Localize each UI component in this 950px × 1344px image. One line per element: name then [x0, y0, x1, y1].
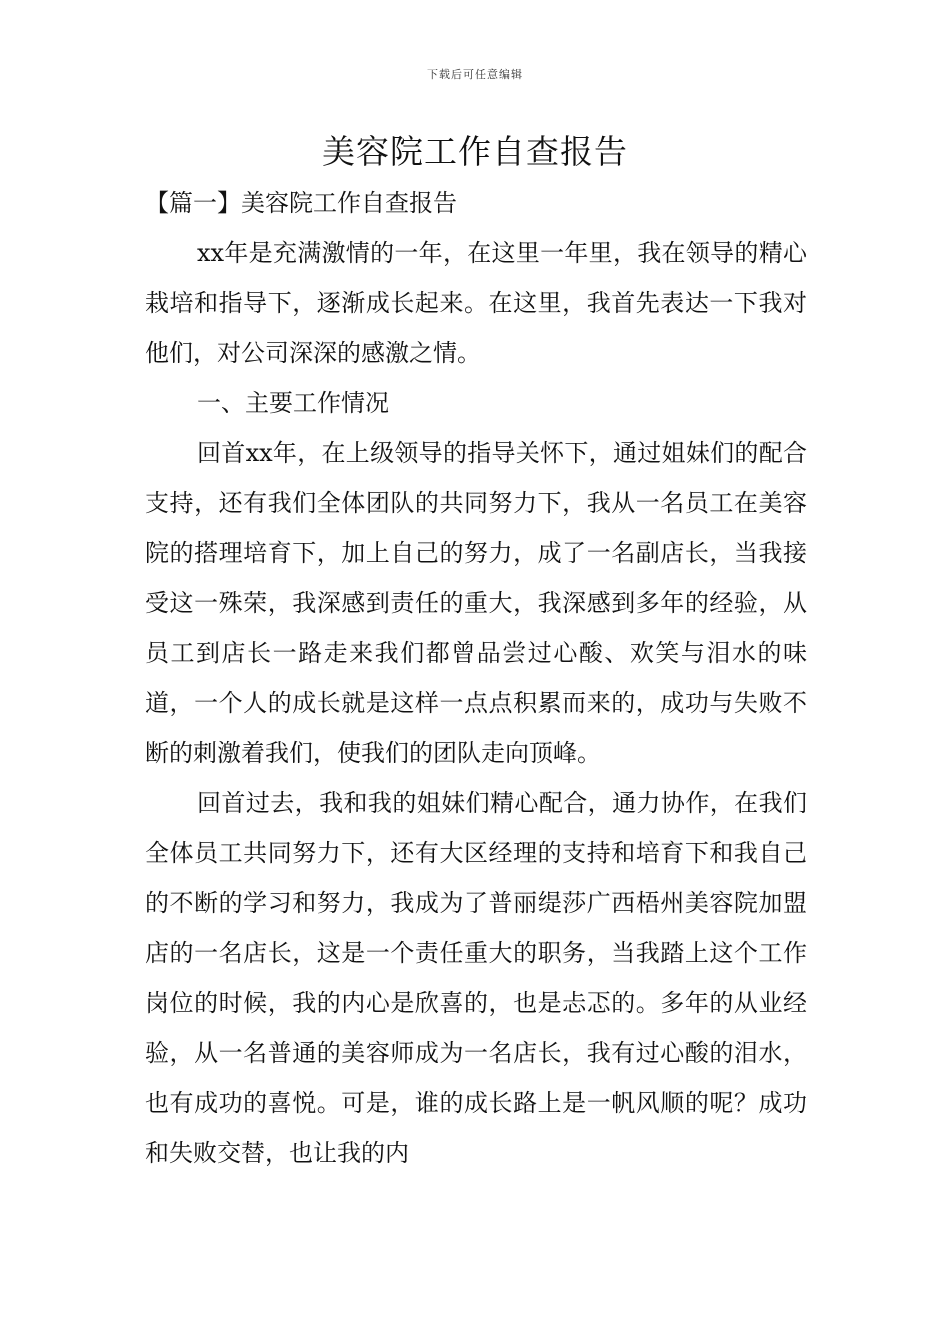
paragraph-intro: xx年是充满激情的一年，在这里一年里，我在领导的精心栽培和指导下，逐渐成长起来。在这里，我首先表达一下我对他们，对公司深深的感激之情。 — [145, 239, 807, 367]
section-label: 【篇一】美容院工作自查报告 — [145, 189, 457, 217]
header-note: 下载后可任意编辑 — [427, 68, 523, 81]
section-heading: 一、主要工作情况 — [197, 389, 389, 417]
paragraph-review: 回首xx年，在上级领导的指导关怀下，通过姐妹们的配合支持，还有我们全体团队的共同努力下，我从一名员工在美容院的搭理培育下，加上自己的努力，成了一名副店长，当我接受这一殊荣，我深感到责任的重大，我深感到多年的经验，从员工到店长一路走来我们都曾品尝过心酸、欢笑与泪水的味道，一个人的成长就是这样一点点积累而来的，成功与失败不断的刺激着我们，使我们的团队走向顶峰。 — [145, 439, 807, 767]
paragraph-past: 回首过去，我和我的姐妹们精心配合，通力协作，在我们全体员工共同努力下，还有大区经理的支持和培育下和我自己的不断的学习和努力，我成为了普丽缇莎广西梧州美容院加盟店的一名店长，这是一个责任重大的职务，当我踏上这个工作岗位的时候，我的内心是欣喜的，也是忐忑的。多年的从业经验，从一名普通的美容师成为一名店长，我有过心酸的泪水，也有成功的喜悦。可是，谁的成长路上是一帆风顺的呢？成功和失败交替，也让我的内 — [145, 789, 807, 1167]
document-body — [145, 178, 807, 1178]
document-title: 美容院工作自查报告 — [322, 132, 628, 171]
